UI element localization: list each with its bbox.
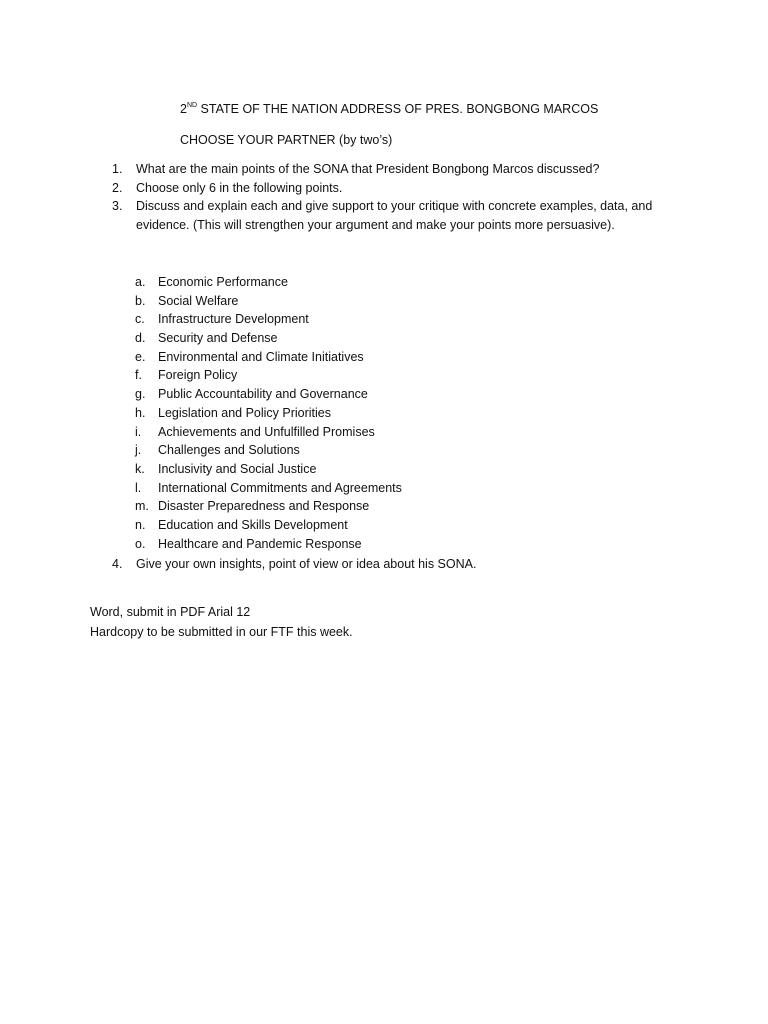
option-label: Achievements and Unfulfilled Promises <box>158 424 375 439</box>
question-number: 2. <box>112 181 123 195</box>
option-label: Foreign Policy <box>158 368 238 383</box>
hardcopy-note: Hardcopy to be submitted in our FTF this week. <box>90 625 353 639</box>
title-ordinal-suffix: ND <box>186 102 198 109</box>
question-text: Choose only 6 in the following points. <box>136 181 343 195</box>
option-letter: e. <box>135 349 146 364</box>
submission-format-note: Word, submit in PDF Arial 12 <box>90 605 251 619</box>
option-label: Social Welfare <box>158 293 239 308</box>
question-number: 4. <box>112 557 123 571</box>
option-letter: o. <box>135 536 146 551</box>
option-letter: g. <box>135 387 146 402</box>
option-label: Public Accountability and Governance <box>158 387 368 402</box>
question-number: 3. <box>112 199 123 213</box>
option-letter: b. <box>135 293 146 308</box>
option-label: Inclusivity and Social Justice <box>158 461 317 476</box>
title-ordinal: 2 <box>180 102 187 116</box>
partner-instruction: CHOOSE YOUR PARTNER (by two’s) <box>180 133 393 147</box>
option-letter: c. <box>135 312 145 327</box>
option-label: Economic Performance <box>158 275 288 289</box>
question-text: Give your own insights, point of view or idea about his SONA. <box>136 557 477 571</box>
option-letter: j. <box>135 443 142 458</box>
option-letter: h. <box>135 405 146 420</box>
option-letter: i. <box>135 424 142 439</box>
option-letter: n. <box>135 517 146 532</box>
option-letter: m. <box>135 499 149 514</box>
option-letter: l. <box>135 480 142 495</box>
option-letter: f. <box>135 368 142 383</box>
question-text: What are the main points of the SONA that President Bongbong Marcos discussed? <box>136 162 600 176</box>
question-text: Discuss and explain each and give support to your critique with concrete examples, data, and evidence. (This will strengthen your argument and make your points more persuasive). <box>136 199 653 232</box>
title-text: STATE OF THE NATION ADDRESS OF PRES. BONGBONG MARCOS <box>197 102 599 116</box>
option-label: Environmental and Climate Initiatives <box>158 349 364 364</box>
option-label: Challenges and Solutions <box>158 443 300 458</box>
option-letter: k. <box>135 461 145 476</box>
option-label: Education and Skills Development <box>158 517 348 532</box>
option-label: Healthcare and Pandemic Response <box>158 536 362 551</box>
option-label: Disaster Preparedness and Response <box>158 499 370 514</box>
option-label: Legislation and Policy Priorities <box>158 405 332 420</box>
question-number: 1. <box>112 162 123 176</box>
document-title <box>180 100 598 119</box>
option-label: Infrastructure Development <box>158 312 309 327</box>
option-label: Security and Defense <box>158 331 278 346</box>
option-label: International Commitments and Agreements <box>158 480 402 495</box>
option-letter: a. <box>135 275 146 289</box>
option-letter: d. <box>135 331 146 346</box>
